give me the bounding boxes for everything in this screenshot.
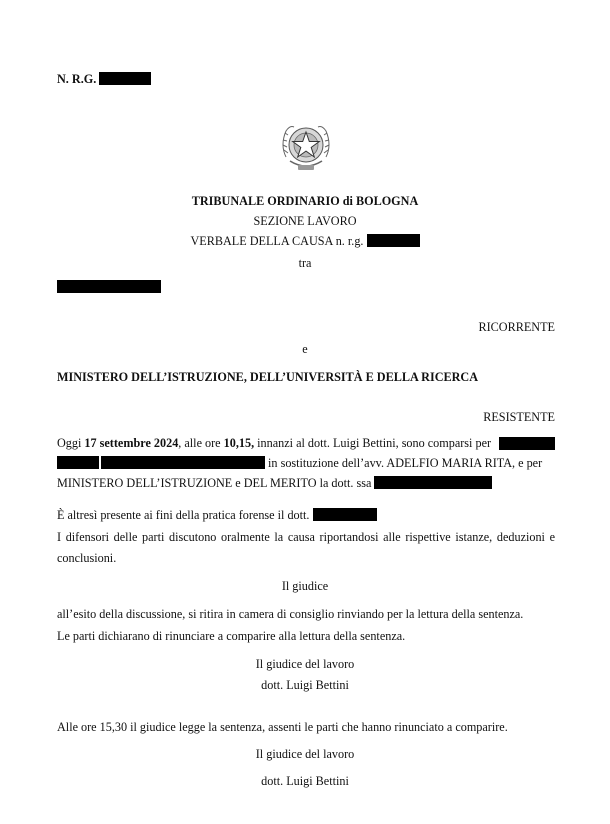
redaction-block (313, 508, 377, 521)
signature-2-name: dott. Luigi Bettini (261, 774, 349, 788)
signature-1-title: Il giudice del lavoro (255, 657, 355, 671)
camera-consiglio-line: all’esito della discussione, si ritira in camera di consiglio rinviando per la lettura della sentenza. (57, 607, 524, 621)
redaction-block (57, 280, 161, 293)
redaction-block (499, 437, 555, 450)
lettura-sentenza-line: Alle ore 15,30 il giudice legge la sentenza, assenti le parti che hanno rinunciato a comparire. (57, 720, 508, 734)
e-conjunction: e (302, 342, 308, 356)
hearing-paragraph: Oggi 17 settembre 2024, alle ore 10,15, innanzi al dott. Luigi Bettini, sono comparsi per in sostituzione dell’avv. ADELFIO MARIA RITA, e per MINISTERO DELL’ISTRUZIONE e DEL MERITO la dott. ssa (57, 434, 555, 492)
redaction-block (367, 234, 420, 247)
tra-label: tra (298, 256, 312, 270)
resistente-name: MINISTERO DELL’ISTRUZIONE, DELL’UNIVERSITÀ E DELLA RICERCA (57, 370, 479, 384)
redaction-block (99, 72, 151, 85)
redaction-block (101, 456, 265, 469)
redaction-block (57, 456, 99, 469)
praticante-line: È altresì presente ai fini della pratica forense il dott. (57, 506, 555, 524)
nrg-label: N. R.G. (57, 72, 97, 86)
ricorrente-name (57, 278, 161, 296)
signature-1-name: dott. Luigi Bettini (261, 678, 349, 692)
court-name: TRIBUNALE ORDINARIO di BOLOGNA (191, 194, 419, 208)
verbale-line: VERBALE DELLA CAUSA n. r.g. (0, 232, 610, 250)
discussion-paragraph: I difensori delle parti discutono oralmente la causa riportandosi alle rispettive istanze, deduzioni e conclusioni. (57, 530, 555, 565)
rinuncia-line: Le parti dichiarano di rinunciare a comparire alla lettura della sentenza. (57, 629, 406, 643)
ricorrente-label: RICORRENTE (478, 320, 555, 334)
signature-2-title: Il giudice del lavoro (255, 747, 355, 761)
redaction-block (374, 476, 492, 489)
resistente-label: RESISTENTE (483, 410, 555, 424)
giudice-heading: Il giudice (281, 579, 329, 593)
court-section: SEZIONE LAVORO (253, 214, 357, 228)
italian-republic-emblem-icon (276, 115, 336, 177)
nrg-line (57, 70, 151, 88)
